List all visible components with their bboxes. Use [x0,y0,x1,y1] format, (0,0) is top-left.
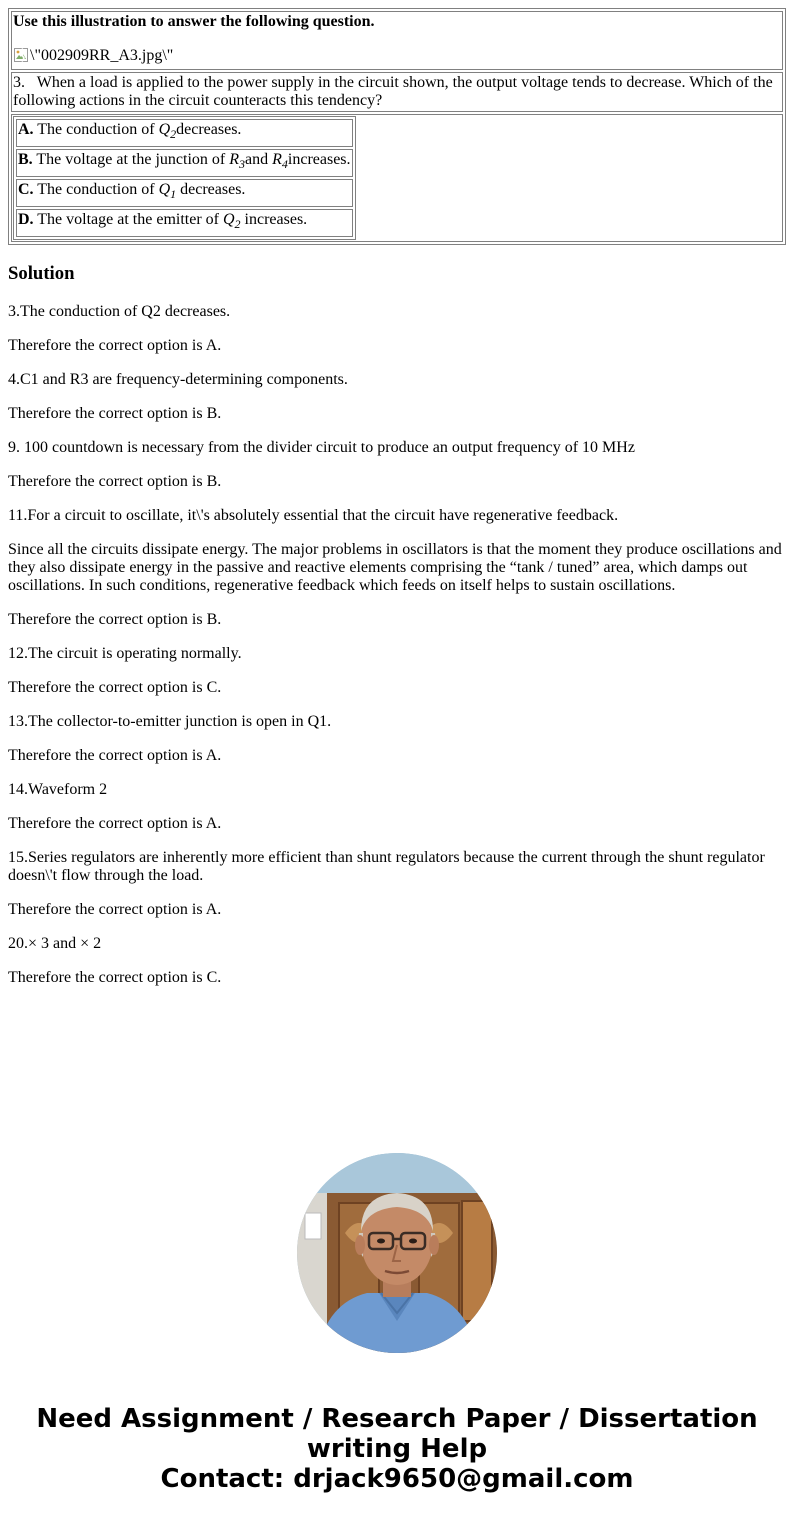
question-header-cell [11,11,783,70]
option-d[interactable] [16,209,353,237]
option-sub: 2 [234,217,241,231]
solution-paragraph: 9. 100 countdown is necessary from the divider circuit to produce an output frequency of 10 MHz [8,439,635,456]
solution-paragraph: Therefore the correct option is C. [8,679,222,696]
option-var: Q [222,211,235,228]
option-c[interactable] [16,179,353,207]
solution-paragraph: 13.The collector-to-emitter junction is open in Q1. [8,713,332,730]
question-instruction: Use this illustration to answer the following question. [13,13,375,30]
solution-paragraph: Since all the circuits dissipate energy. The major problems in oscillators is that the moment they produce oscillations and they also dissipate energy in the passive and reactive elements comprising the “tank / tuned” area, which damps out oscillations. In such conditions, regenerative feedback which feeds on itself helps to sustain oscillations. [8,541,782,594]
solution-paragraph: 4.C1 and R3 are frequency-determining components. [8,371,348,388]
solution-paragraph: 11.For a circuit to oscillate, it\'s absolutely essential that the circuit have regenerative feedback. [8,507,619,524]
solution-paragraph: Therefore the correct option is B. [8,473,222,490]
option-text-end: decreases. [176,181,246,198]
options-cell [11,114,783,242]
option-text-end: decreases. [176,121,242,138]
option-text-end: increases. [240,211,308,228]
solution-paragraph: Therefore the correct option is B. [8,405,222,422]
option-sub: 2 [170,127,177,141]
solution-paragraph: Therefore the correct option is A. [8,815,222,832]
solution-body [8,303,786,987]
option-letter: B. [18,151,33,168]
option-var-2: R [272,151,282,168]
solution-paragraph: 14.Waveform 2 [8,781,108,798]
footer-line-2: writing Help [306,1434,488,1464]
question-text-cell [11,72,783,112]
option-a[interactable] [16,119,353,147]
option-sub: 1 [170,187,177,201]
broken-image-icon [13,47,29,63]
option-var: R [229,151,239,168]
option-text: The voltage at the junction of [36,151,230,168]
option-sub-2: 4 [281,157,288,171]
solution-paragraph: 3.The conduction of Q2 decreases. [8,303,231,320]
solution-paragraph: 20.× 3 and × 2 [8,935,102,952]
option-sub: 3 [239,157,245,171]
option-var: Q [158,181,171,198]
solution-paragraph: Therefore the correct option is A. [8,747,222,764]
question-table [8,8,786,245]
solution-paragraph: 15.Series regulators are inherently more efficient than shunt regulators because the current through the shunt regulator doesn\'t flow through the load. [8,849,765,884]
circuit-image-alt: \"002909RR_A3.jpg\" [30,47,174,64]
solution-paragraph: Therefore the correct option is B. [8,611,222,628]
solution-paragraph: Therefore the correct option is A. [8,337,222,354]
question-text: When a load is applied to the power supply in the circuit shown, the output voltage tends to decrease. Which of the following actions in the circuit counteracts this tendency? [13,74,773,109]
question-number: 3. [13,74,25,91]
option-b[interactable] [16,149,353,177]
footer-line-1: Need Assignment / Research Paper / Dissertation [36,1404,758,1434]
option-var: Q [158,121,171,138]
option-text-end: increases. [287,151,351,168]
circuit-image [13,47,173,65]
solution-paragraph: 12.The circuit is operating normally. [8,645,242,662]
option-text: The conduction of [37,181,159,198]
option-text: The conduction of [37,121,159,138]
solution-heading: Solution [8,263,75,284]
option-text-mid: and [245,151,273,168]
options-table [13,116,356,240]
option-letter: C. [18,181,34,198]
solution-paragraph: Therefore the correct option is C. [8,969,222,986]
footer-contact[interactable]: Contact: drjack9650@gmail.com [160,1464,634,1494]
footer-banner [0,1404,794,1494]
option-letter: A. [18,121,34,138]
solution-paragraph: Therefore the correct option is A. [8,901,222,918]
option-text: The voltage at the emitter of [37,211,223,228]
option-letter: D. [18,211,34,228]
author-avatar [297,1153,497,1353]
